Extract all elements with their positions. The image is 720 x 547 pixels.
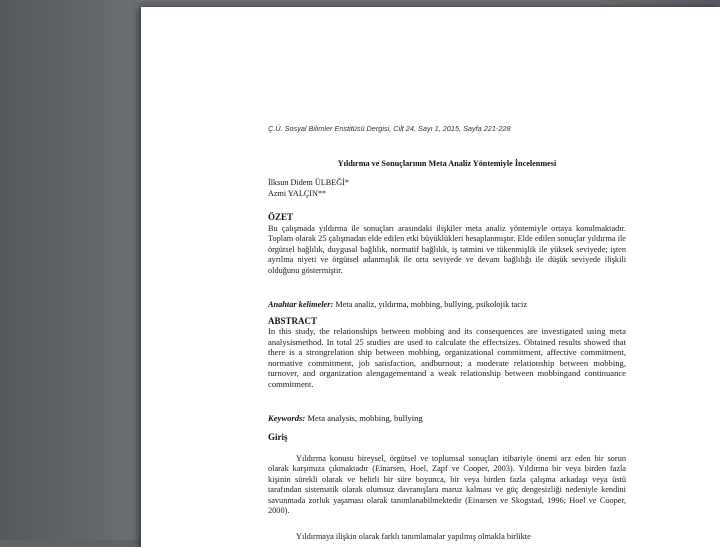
abstract-text: In this study, the relationships between mobbing and its consequences are investigated using meta analysismethod. In total 25 studies are used to calculate the effectsizes. Obtained results showed that there is a strongrelation ship between mobbing, organizational commitment, affective commitment, normative commitment, job satisfaction, andburnout; a moderate relationship between mobbing, turnover, and organization alengagementand a weak relationship between mobbingand continuance commitment. [268,326,626,389]
giris-paragraph-1: Yıldırma konusu bireysel, örgütsel ve toplumsal sonuçları itibariyle önemi arz eden bir sorun olarak karşımıza çıkmaktadır (Einarsen, Hoel, Zapf ve Cooper, 2003). Yıldırma bir veya birden fazla kişinin sürekli olarak ve belirli bir süre boyunca, bir veya birden fazla çalışma arkadaşı veya üstü tarafından sistematik olarak olumsuz davranışlara maruz kalması ve güç dengesizliği nedeniyle kendini savunmada zorluk yaşaması olarak tanımlanabilmektedir (Einarsen ve Skogstad, 1996; Hoel ve Cooper, 2000). [268,454,626,516]
abstract-keywords-label: Keywords: [268,413,306,423]
ozet-keywords [268,300,527,309]
abstract-keywords [268,413,423,423]
journal-header: Ç.Ü. Sosyal Bilimler Enstitüsü Dergisi, Cilt 24, Sayı 1, 2015, Sayfa 221-228 [268,124,511,133]
giris-heading: Giriş [268,432,288,442]
paper-title: Yıldırma ve Sonuçlarının Meta Analiz Yöntemiyle İncelenmesi [337,159,557,168]
giris-paragraph-2: Yıldırmaya ilişkin olarak farklı tanımlamalar yapılmış olmakla birlikte [296,532,531,541]
ozet-keywords-label: Anahtar kelimeler: [268,300,334,309]
author-1: İlksun Didem ÜLBEĞİ* [268,178,349,187]
abstract-keywords-values: Meta analysis, mobbing, bullying [307,413,423,423]
ozet-keywords-values: Meta analiz, yıldırma, mobbing, bullying, psikolojik taciz [335,300,528,309]
ozet-heading: ÖZET [268,212,294,222]
document-page[interactable] [141,7,720,547]
author-2: Azmi YALÇIN** [268,189,327,198]
abstract-heading: ABSTRACT [268,316,318,326]
ozet-text: Bu çalışmada yıldırma ile sonuçları arasındaki ilişkiler meta analiz yöntemiyle ortaya konulmaktadır. Toplam olarak 25 çalışmadan elde edilen etki büyüklükleri hesaplanmıştır. Elde edilen sonuçlar yıldırma ile örgütsel bağlılık, duygusal bağlılık, normatif bağlılık, iş tatmini ve tükenmişlik ile yüksek seviyede; işten ayrılma niyeti ve örgütsel adanmışlık ile orta seviyede ve devam bağlılığı ile düşük seviyede ilişkili olduğunu göstermiştir. [268,224,626,275]
